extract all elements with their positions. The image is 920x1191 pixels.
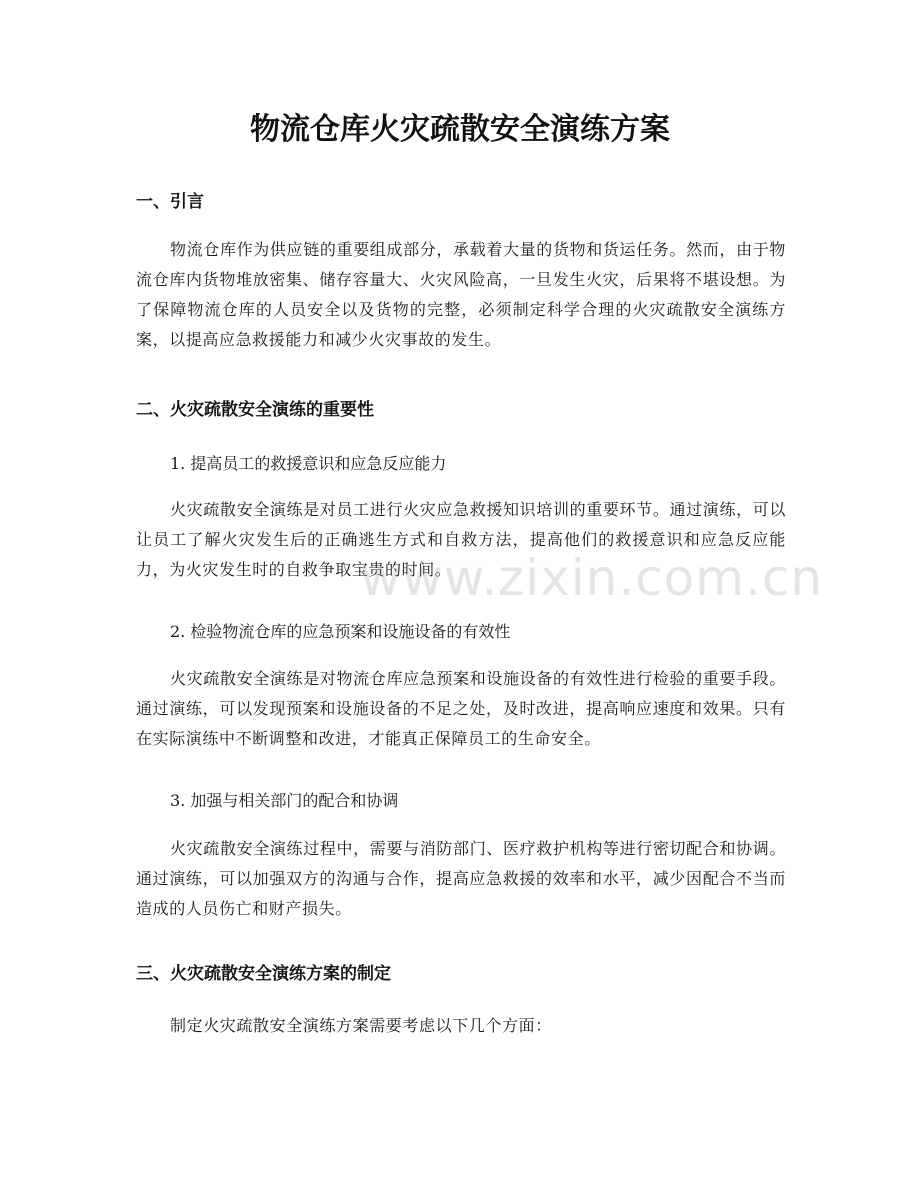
intro-paragraph: 物流仓库作为供应链的重要组成部分，承载着大量的货物和货运任务。然而，由于物流仓库内货物堆放密集、储存容量大、火灾风险高，一旦发生火灾，后果将不堪设想。为了保障物流仓库的人员安全以及货物的完整，必须制定科学合理的火灾疏散安全演练方案，以提高应急救援能力和减少火灾事故的发生。: [136, 240, 786, 349]
paragraph-coordination: 火灾疏散安全演练过程中，需要与消防部门、医疗救护机构等进行密切配合和协调。通过演练，可以加强双方的沟通与合作，提高应急救援的效率和水平，减少因配合不当而造成的人员伤亡和财产损失。: [136, 839, 786, 918]
section-heading-intro: 一、引言: [136, 192, 204, 212]
formulation-paragraph: 制定火灾疏散安全演练方案需要考虑以下几个方面：: [170, 1016, 552, 1035]
document-title: 物流仓库火灾疏散安全演练方案: [250, 112, 670, 147]
subheading-rescue-awareness: 1. 提高员工的救援意识和应急反应能力: [170, 454, 447, 473]
section-heading-importance: 二、火灾疏散安全演练的重要性: [136, 400, 374, 420]
subheading-emergency-plan: 2. 检验物流仓库的应急预案和设施设备的有效性: [170, 622, 511, 641]
subheading-coordination: 3. 加强与相关部门的配合和协调: [170, 791, 399, 810]
paragraph-rescue-awareness: 火灾疏散安全演练是对员工进行火灾应急救援知识培训的重要环节。通过演练，可以让员工了解火灾发生后的正确逃生方式和自救方法，提高他们的救援意识和应急反应能力，为火灾发生时的自救争取宝贵的时间。: [136, 500, 786, 579]
paragraph-emergency-plan: 火灾疏散安全演练是对物流仓库应急预案和设施设备的有效性进行检验的重要手段。通过演练，可以发现预案和设施设备的不足之处，及时改进，提高响应速度和效果。只有在实际演练中不断调整和改进，才能真正保障员工的生命安全。: [136, 669, 786, 748]
watermark-text: www.zixin.com.cn: [360, 549, 824, 607]
section-heading-formulation: 三、火灾疏散安全演练方案的制定: [136, 964, 391, 984]
